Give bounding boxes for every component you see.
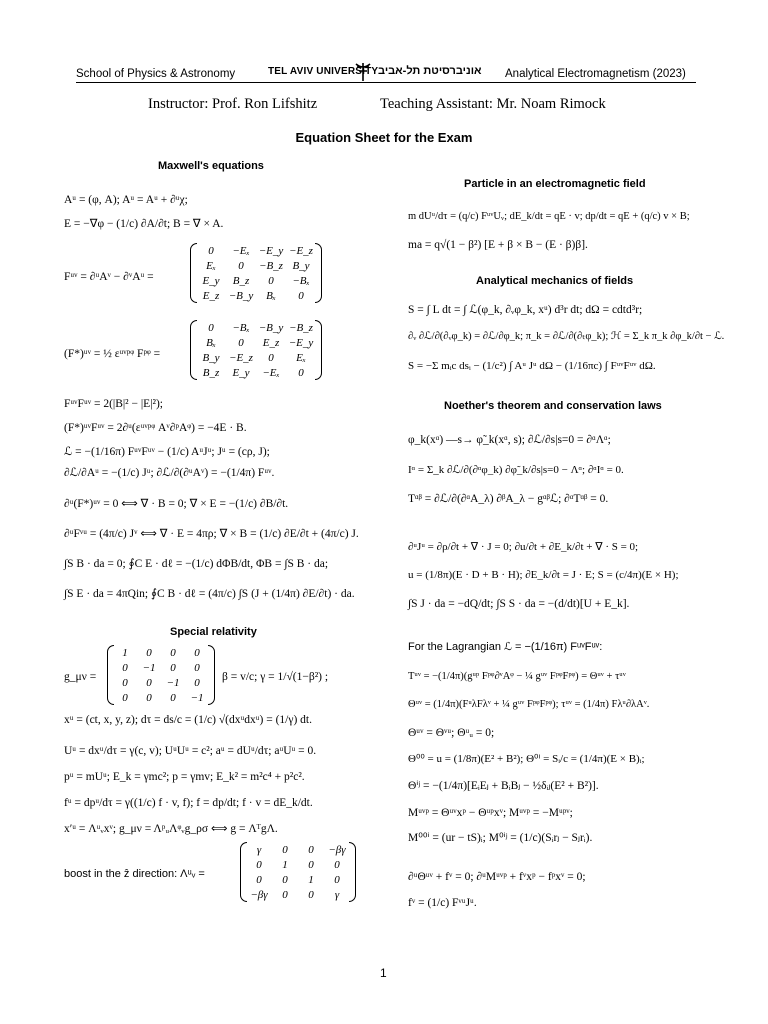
eq-lagrangian-derivs: ∂ℒ/∂Aᵘ = −(1/c) Jᵘ; ∂ℒ/∂(∂ᵘAᵛ) = −(1/4π) Fᵘᵛ. [64, 467, 275, 479]
eq-fields: E = −∇φ − (1/c) ∂A/∂t; B = ∇ × A. [64, 218, 224, 230]
school-name: School of Physics & Astronomy [76, 68, 236, 80]
course-name: Analytical Electromagnetism (2023) [505, 68, 686, 80]
eq-integral-2: ∫S E · da = 4πQin; ∮C B · dℓ = (4π/c) ∫S (J + (1/4π) ∂E/∂t) · da. [64, 588, 355, 600]
eq-four-momentum: pᵘ = mUᵘ; E_k = γmc²; p = γmv; E_k² = m²c⁴ + p²c². [64, 771, 305, 783]
eq-lorentz-force: ma = q√(1 − β²) [E + β × B − (E · β)β]. [408, 239, 588, 251]
metric-matrix: 1 0 0 0 0 −1 0 0 0 0 −1 0 0 0 0 −1 [113, 645, 209, 705]
eq-homogeneous: ∂ᵘ(F*)ᵘᵛ = 0 ⟺ ∇ · B = 0; ∇ × E = −(1/c) ∂B/∂t. [64, 498, 289, 510]
eq-noether-current: Iᵅ = Σ_k ∂ℒ/∂(∂ᵅφ_k) ∂φ̃_k/∂s|s=0 − Λᵅ; ∂ᵅIᵅ = 0. [408, 464, 624, 476]
eq-four-position: xᵘ = (ct, x, y, z); dτ = ds/c = (1/c) √(dxᵘdxᵘ) = (1/γ) dt. [64, 714, 312, 726]
eq-invariant-2: (F*)ᵘᵛFᵘᵛ = 2∂ᵘ(εᵘᵛᵖᵠ Aᵛ∂ᵖAᵠ) = −4E · B. [64, 422, 247, 434]
eq-total-action: S = −Σ mᵢc dsᵢ − (1/c²) ∫ Aᵘ Jᵘ dΩ − (1/16πc) ∫ FᵘᵛFᵘᵛ dΩ. [408, 360, 656, 372]
eq-theta-00: Θ⁰⁰ = u = (1/8π)(E² + B²); Θ⁰ⁱ = Sᵢ/c = (1/4π)(E × B)ᵢ; [408, 753, 645, 765]
eq-dual-tensor: (F*)ᵘᵛ = ½ εᵘᵛᵖᵠ Fᵖᵠ = [64, 348, 161, 360]
eq-stress-energy: Tᵅᵝ = ∂ℒ/∂(∂ᵅA_λ) ∂ᵝA_λ − gᵅᵝℒ; ∂ᵅTᵅᵝ = 0. [408, 493, 609, 505]
teaching-assistant: Teaching Assistant: Mr. Noam Rimock [380, 96, 606, 112]
eq-integral-conservation: ∫S J · da = −dQ/dt; ∫S S · da = −(d/dt)[U + E_k]. [408, 598, 630, 610]
eq-four-velocity: Uᵘ = dxᵘ/dτ = γ(c, v); UᵘUᵘ = c²; aᵘ = dUᵘ/dτ; aᵘUᵘ = 0. [64, 745, 317, 757]
eq-invariant-1: FᵘᵛFᵘᵛ = 2(|B|² − |E|²); [64, 398, 163, 410]
eq-equation-of-motion: m dUᵘ/dτ = (q/c) FᵘᵛUᵥ; dE_k/dt = qE · v; dp/dt = qE + (q/c) v × B; [408, 211, 690, 222]
section-maxwell: Maxwell's equations [158, 160, 264, 172]
eq-tensor-properties: Θᵘᵛ = Θᵛᵘ; Θᵘᵤ = 0; [408, 727, 495, 739]
eq-integral-1: ∫S B · da = 0; ∮C E · dℓ = −(1/c) dΦB/dt, ΦB = ∫S B · da; [64, 558, 329, 570]
eq-inhomogeneous: ∂ᵘFᵛᵘ = (4π/c) Jᵛ ⟺ ∇ · E = 4πρ; ∇ × B = (1/c) ∂E/∂t + (4π/c) J. [64, 528, 359, 540]
header-rule [76, 82, 696, 83]
eq-metric-label: g_μν = [64, 671, 97, 683]
eq-lagrangian-heading: For the Lagrangian ℒ = −(1/16π) FᵘᵛFᵘᵛ: [408, 641, 603, 653]
eq-lorentz-transform: x′ᵘ = Λᵘᵥxᵛ; g_μν = ΛᵖᵤΛᵠᵥg_ρσ ⟺ g = ΛᵀgΛ. [64, 823, 278, 835]
eq-field-tensor: Fᵘᵛ = ∂ᵘAᵛ − ∂ᵛAᵘ = [64, 271, 154, 283]
eq-symmetric-tensor: Θᵘᵛ = (1/4π)(FᵘλFλᵛ + ¼ gᵘᵛ FᵖᵠFᵖᵠ); τᵘᵛ = (1/4π) Fλᵘ∂λAᵛ. [408, 699, 650, 710]
eq-canonical-tensor: Tᵘᵛ = −(1/4π)(gᵘᵖ Fᵖᵠ∂ᵛAᵠ − ¼ gᵘᵛ FᵖᵠFᵖᵠ) = Θᵘᵛ + τᵘᵛ [408, 671, 626, 682]
eq-symmetry: φ_k(xᵅ) —s→ φ̃_k(xᵅ, s); ∂ℒ/∂s|s=0 = ∂ᵅΛᵅ; [408, 434, 611, 446]
eq-lagrangian: ℒ = −(1/16π) FᵘᵛFᵘᵛ − (1/c) AᵘJᵘ; Jᵘ = (cρ, J); [64, 446, 270, 458]
eq-four-force: fᵘ = dpᵘ/dτ = γ((1/c) f · v, f); f = dp/dt; f · v = dE_k/dt. [64, 797, 313, 809]
eq-angular-momentum: Mᵘᵛᵖ = Θᵘᵛxᵖ − Θᵘᵖxᵛ; Mᵘᵛᵖ = −Mᵘᵖᵛ; [408, 807, 573, 819]
eq-conservation-with-force: ∂ᵘΘᵘᵛ + fᵛ = 0; ∂ᵘMᵘᵛᵖ + fᵛxᵖ − fᵖxᵛ = 0; [408, 871, 586, 883]
boost-matrix: γ 0 0 −βγ 0 1 0 0 0 0 1 0 −βγ 0 0 γ [246, 842, 350, 902]
eq-continuity: ∂ᵘJᵘ = ∂ρ/∂t + ∇ · J = 0; ∂u/∂t + ∂E_k/∂t + ∇ · S = 0; [408, 541, 639, 553]
eq-potential: Aᵘ = (φ, A); Aᵘ = Aᵘ + ∂ᵘχ; [64, 194, 188, 206]
university-name-he: אוניברסיטת תל-אביב [378, 65, 482, 77]
university-logo [268, 62, 504, 82]
page-number: 1 [380, 966, 387, 980]
eq-force-density: fᵛ = (1/c) FᵛᵘJᵘ. [408, 897, 477, 909]
eq-boost-label: boost in the ẑ direction: Λᵘᵥ = [64, 868, 205, 880]
eq-field-action: S = ∫ L dt = ∫ ℒ(φ_k, ∂ᵥφ_k, xᵘ) d³r dt; dΩ = cdtd³r; [408, 304, 643, 316]
section-relativity: Special relativity [170, 626, 257, 638]
eq-energy-density: u = (1/8π)(E · D + B · H); ∂E_k/∂t = J · E; S = (c/4π)(E × H); [408, 569, 679, 581]
tau-emblem-icon [354, 62, 372, 82]
dual-tensor-matrix: 0 −Bₓ −B_y −B_z Bₓ 0 E_z −E_y B_y −E_z 0 Eₓ B_z E_y −Eₓ 0 [196, 320, 316, 380]
section-fields: Analytical mechanics of fields [476, 275, 634, 287]
eq-euler-lagrange: ∂ᵥ ∂ℒ/∂(∂ᵥφ_k) = ∂ℒ/∂φ_k; π_k = ∂ℒ/∂(∂ₜφ_k); ℋ = Σ_k π_k ∂φ_k/∂t − ℒ. [408, 331, 725, 342]
instructor: Instructor: Prof. Ron Lifshitz [148, 96, 318, 112]
section-noether: Noether's theorem and conservation laws [444, 400, 662, 412]
section-particle: Particle in an electromagnetic field [464, 178, 646, 190]
eq-beta-gamma: β = v/c; γ = 1/√(1−β²) ; [222, 671, 329, 683]
eq-angular-components: M⁰⁰ⁱ = (ur − tS)ᵢ; M⁰ⁱʲ = (1/c)(Sᵢrⱼ − Sⱼrᵢ). [408, 832, 593, 844]
university-name-en: TEL AVIV UNIVERSITY [268, 66, 379, 77]
field-tensor-matrix: 0 −Eₓ −E_y −E_z Eₓ 0 −B_z B_y E_y B_z 0 −Bₓ E_z −B_y Bₓ 0 [196, 243, 316, 303]
eq-theta-ij: Θⁱʲ = −(1/4π)[EᵢEⱼ + BᵢBⱼ − ½δᵢⱼ(E² + B²)]. [408, 780, 599, 792]
page-title: Equation Sheet for the Exam [295, 130, 473, 145]
